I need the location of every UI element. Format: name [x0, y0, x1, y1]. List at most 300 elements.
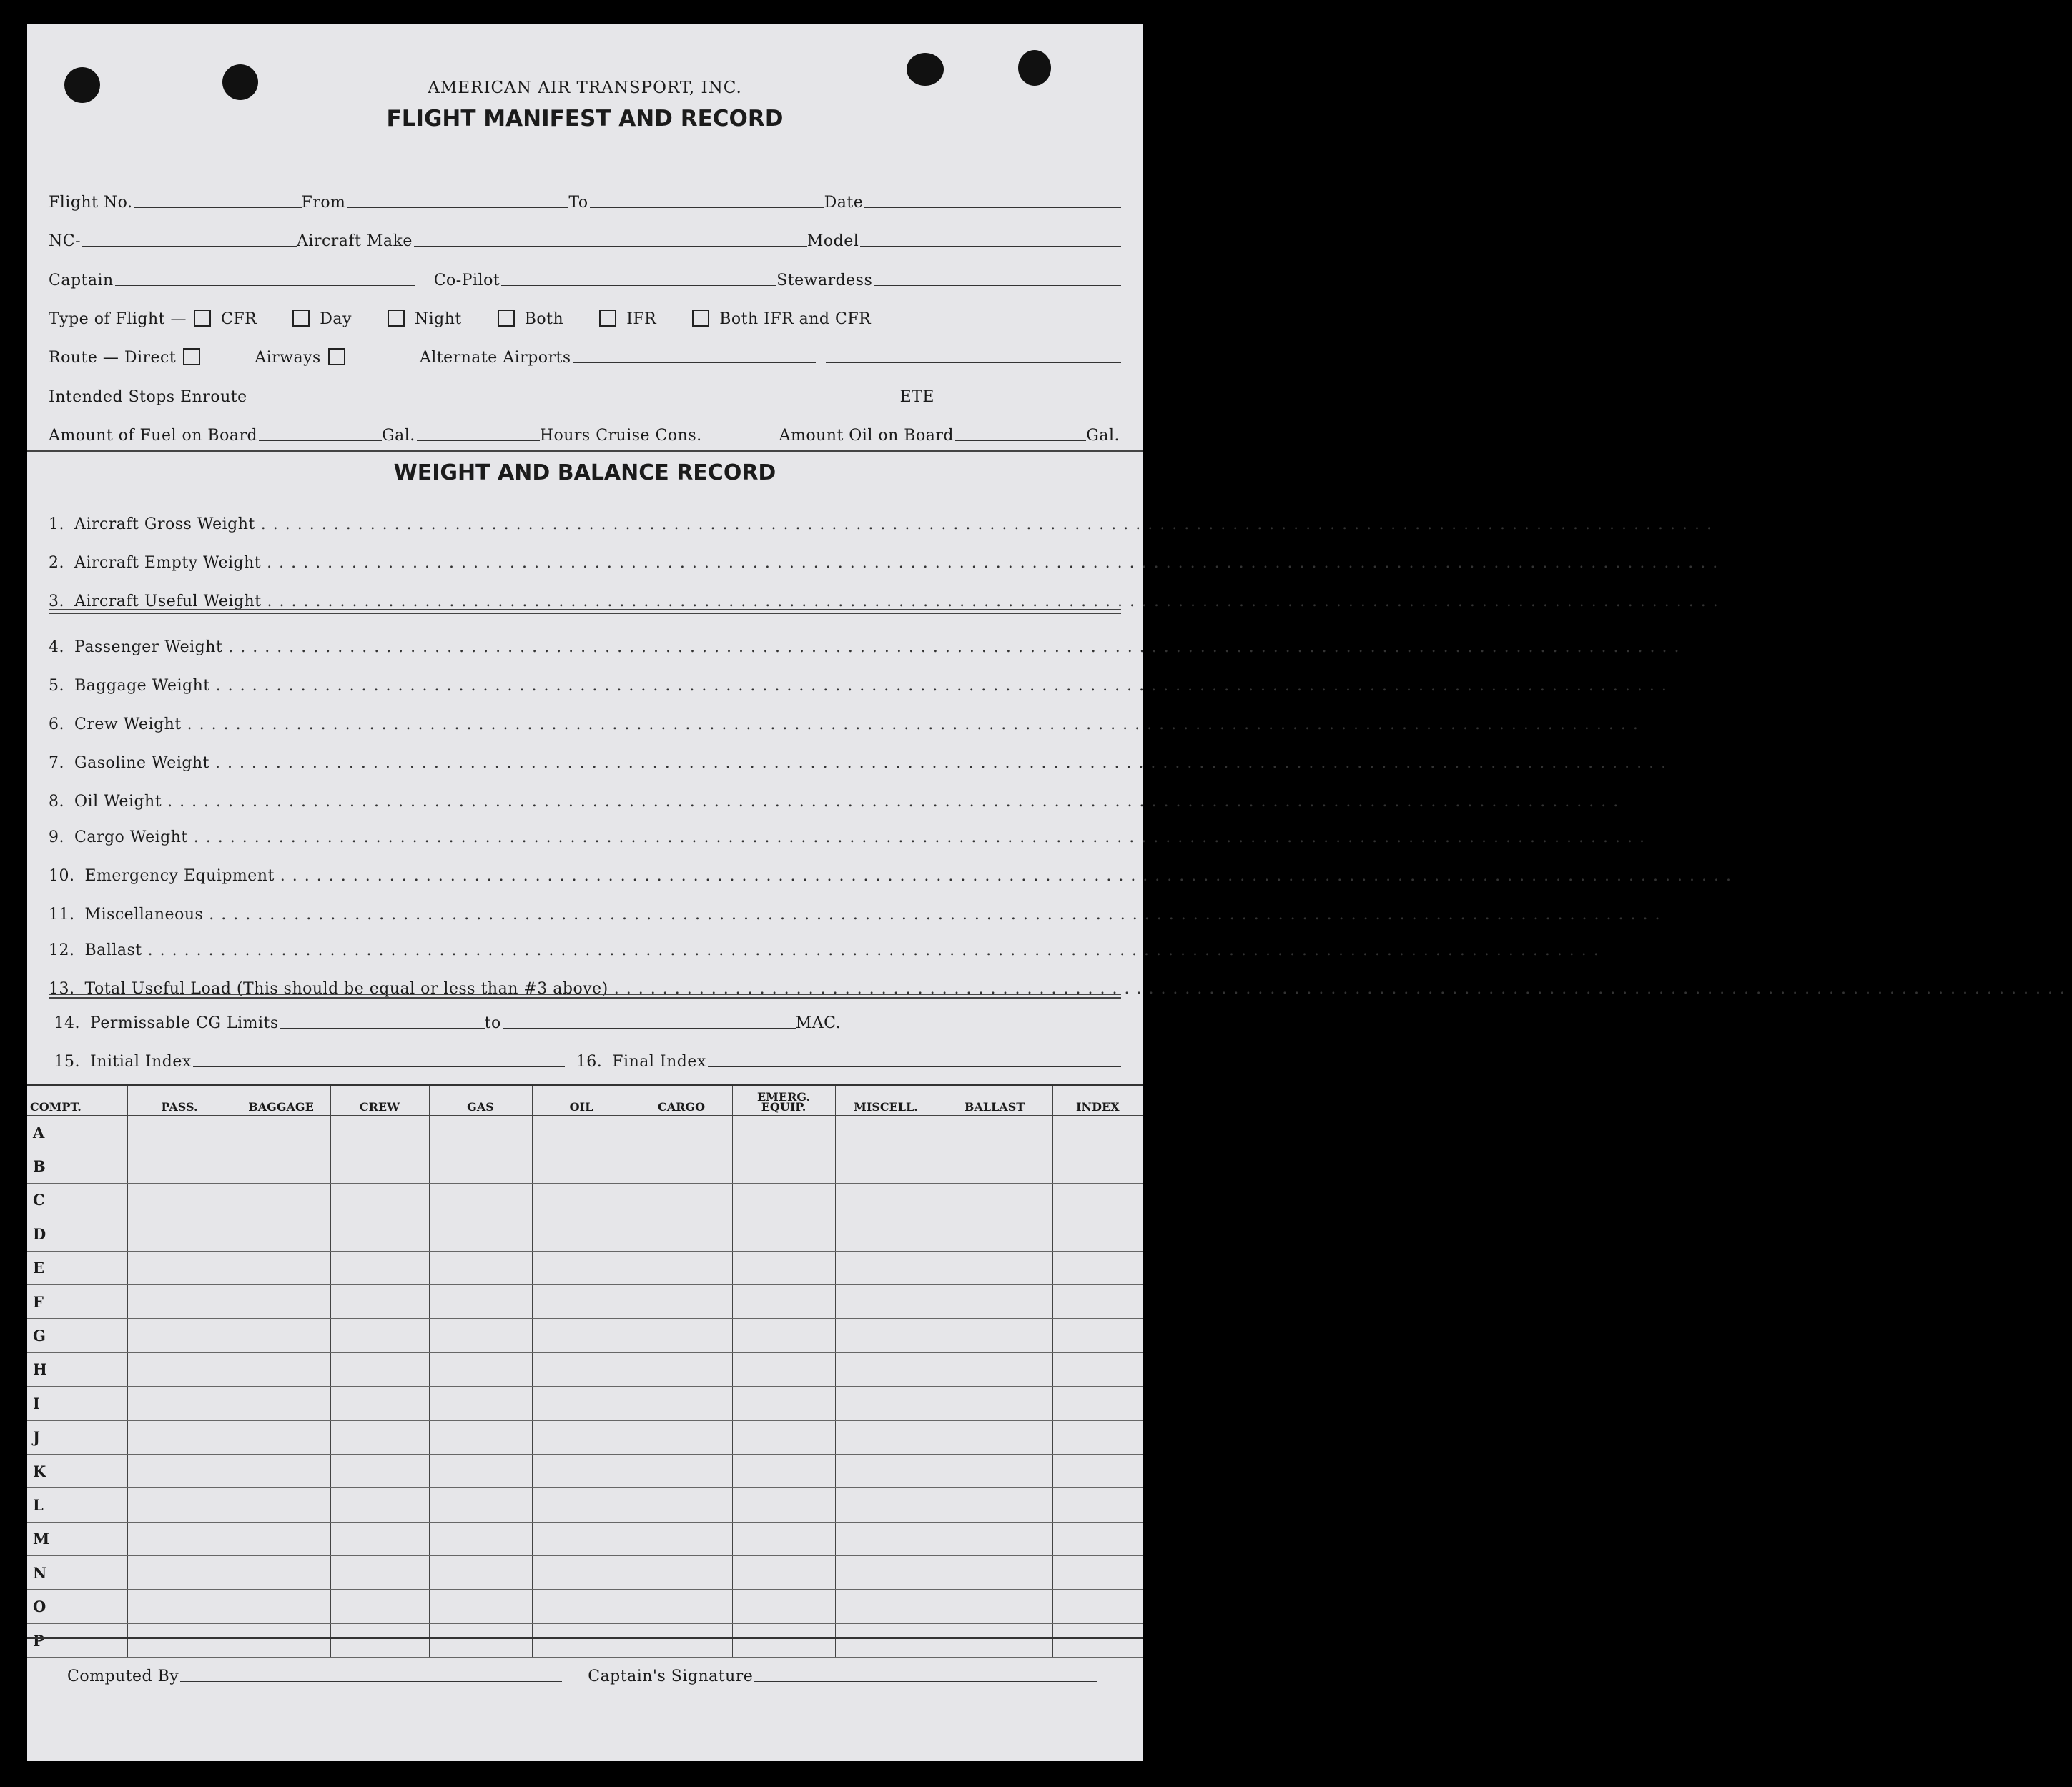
table-cell[interactable] [232, 1522, 330, 1555]
mac-label: MAC. [795, 1014, 842, 1032]
cg-max-field[interactable] [503, 1028, 796, 1029]
form-title: FLIGHT MANIFEST AND RECORD [386, 106, 784, 132]
table-cell[interactable] [532, 1623, 631, 1657]
table-cell[interactable] [835, 1454, 937, 1487]
table-cell[interactable] [937, 1623, 1052, 1657]
wb-leader-dots: ........................................................................................................................ [147, 941, 1606, 959]
table-cell[interactable] [127, 1387, 232, 1420]
table-cell[interactable] [732, 1352, 835, 1386]
table-cell[interactable] [732, 1556, 835, 1590]
table-cell[interactable] [330, 1284, 429, 1318]
wb-item-number: 4. [49, 638, 64, 656]
section-divider [27, 450, 1143, 452]
date-field[interactable] [864, 207, 1121, 208]
table-cell[interactable] [1052, 1251, 1143, 1284]
intended-stops-row [49, 383, 1121, 406]
gross-divider-1 [49, 609, 1121, 610]
table-cell[interactable] [631, 1454, 732, 1487]
table-cell[interactable] [631, 1217, 732, 1251]
aircraft-make-field[interactable] [414, 246, 807, 247]
table-row [27, 1590, 1143, 1623]
compartment-label: N [27, 1556, 127, 1590]
table-cell[interactable] [127, 1149, 232, 1183]
table-row [27, 1488, 1143, 1522]
table-cell[interactable] [835, 1387, 937, 1420]
oil-field[interactable] [955, 440, 1086, 441]
table-cell[interactable] [127, 1217, 232, 1251]
route-direct-label: Route — Direct [49, 349, 177, 367]
table-cell[interactable] [835, 1116, 937, 1149]
wb-item-number: 9. [49, 828, 64, 846]
to-label: To [568, 194, 588, 212]
initial-index-field[interactable] [193, 1066, 565, 1067]
table-cell[interactable] [429, 1116, 532, 1149]
wb-item-row [49, 823, 1652, 846]
table-cell[interactable] [835, 1319, 937, 1352]
aircraft-row [49, 227, 1121, 250]
wb-item-label: Gasoline Weight [74, 754, 209, 772]
table-cell[interactable] [232, 1488, 330, 1522]
table-cell[interactable] [732, 1387, 835, 1420]
wb-item-number: 11. [49, 906, 75, 924]
table-cell[interactable] [1052, 1352, 1143, 1386]
table-cell[interactable] [631, 1623, 732, 1657]
table-row [27, 1352, 1143, 1386]
table-cell[interactable] [937, 1183, 1052, 1217]
table-cell[interactable] [732, 1251, 835, 1284]
table-cell[interactable] [429, 1352, 532, 1386]
table-cell[interactable] [232, 1319, 330, 1352]
table-cell[interactable] [532, 1183, 631, 1217]
table-cell[interactable] [429, 1522, 532, 1555]
wb-item-label: Aircraft Useful Weight [74, 593, 262, 610]
table-cell[interactable] [937, 1116, 1052, 1149]
compartment-label: F [27, 1284, 127, 1318]
table-cell[interactable] [232, 1116, 330, 1149]
wb-item-row [49, 510, 1719, 533]
table-cell[interactable] [937, 1217, 1052, 1251]
table-cell[interactable] [429, 1556, 532, 1590]
compartment-label: B [27, 1149, 127, 1183]
wb-item-label: Emergency Equipment [84, 867, 275, 885]
table-cell[interactable] [330, 1116, 429, 1149]
table-row [27, 1387, 1143, 1420]
table-cell[interactable] [937, 1488, 1052, 1522]
column-header: MISCELL. [835, 1085, 937, 1116]
table-cell[interactable] [127, 1623, 232, 1657]
table-cell[interactable] [127, 1251, 232, 1284]
table-row [27, 1319, 1143, 1352]
wb-item-row [49, 711, 1645, 733]
table-cell[interactable] [429, 1623, 532, 1657]
ifr-label: IFR [626, 310, 657, 328]
table-cell[interactable] [330, 1556, 429, 1590]
table-cell[interactable] [937, 1590, 1052, 1623]
table-cell[interactable] [429, 1319, 532, 1352]
nc-label: NC- [49, 232, 82, 250]
co-pilot-field[interactable] [501, 285, 776, 286]
table-cell[interactable] [429, 1251, 532, 1284]
compartment-label: G [27, 1319, 127, 1352]
table-cell[interactable] [631, 1319, 732, 1352]
table-cell[interactable] [429, 1284, 532, 1318]
wb-item-row [49, 901, 1667, 924]
table-cell[interactable] [1052, 1149, 1143, 1183]
flight-no-label: Flight No. [49, 194, 133, 212]
flight-row [49, 189, 1121, 212]
table-cell[interactable] [732, 1454, 835, 1487]
table-cell[interactable] [532, 1590, 631, 1623]
table-cell[interactable] [532, 1149, 631, 1183]
compartment-label: A [27, 1116, 127, 1149]
from-label: From [301, 194, 346, 212]
alternate-airport-field-1[interactable] [573, 362, 816, 363]
table-cell[interactable] [937, 1454, 1052, 1487]
wb-item-row [49, 936, 1606, 959]
table-cell[interactable] [429, 1149, 532, 1183]
both-checkbox[interactable] [498, 310, 515, 327]
table-cell[interactable] [330, 1454, 429, 1487]
wb-item-number: 3. [49, 593, 64, 610]
day-label: Day [320, 310, 352, 328]
table-row [27, 1149, 1143, 1183]
cfr-label: CFR [221, 310, 257, 328]
company-name: AMERICAN AIR TRANSPORT, INC. [428, 79, 742, 97]
wb-leader-dots: ........................................................................................................................ [260, 515, 1719, 533]
table-cell[interactable] [532, 1284, 631, 1318]
table-cell[interactable] [732, 1319, 835, 1352]
table-cell[interactable] [631, 1488, 732, 1522]
table-cell[interactable] [631, 1183, 732, 1217]
route-row [49, 344, 1121, 367]
table-cell[interactable] [532, 1556, 631, 1590]
table-cell[interactable] [532, 1116, 631, 1149]
table-cell[interactable] [232, 1352, 330, 1386]
wb-leader-dots: ........................................................................................................................ [167, 793, 1626, 811]
wb-item-number: 10. [49, 867, 75, 885]
table-cell[interactable] [127, 1352, 232, 1386]
wb-item-label: Baggage Weight [74, 677, 210, 695]
final-num: 16. [576, 1053, 603, 1071]
wb-item-label: Aircraft Gross Weight [74, 515, 255, 533]
day-checkbox[interactable] [292, 310, 310, 327]
wb-item-number: 8. [49, 793, 64, 811]
table-cell[interactable] [631, 1352, 732, 1386]
from-field[interactable] [347, 207, 568, 208]
wb-item-number: 7. [49, 754, 64, 772]
table-cell[interactable] [429, 1488, 532, 1522]
table-cell[interactable] [631, 1149, 732, 1183]
captain-field[interactable] [115, 285, 415, 286]
computed-by-field[interactable] [180, 1681, 562, 1682]
table-cell[interactable] [532, 1488, 631, 1522]
wb-item-row [49, 588, 1725, 610]
table-cell[interactable] [937, 1284, 1052, 1318]
table-cell[interactable] [532, 1217, 631, 1251]
compartment-label: E [27, 1251, 127, 1284]
table-cell[interactable] [330, 1623, 429, 1657]
table-cell[interactable] [232, 1217, 330, 1251]
table-header-row [27, 1085, 1143, 1116]
both-ifr-cfr-checkbox[interactable] [692, 310, 709, 327]
cg-to-label: to [484, 1014, 501, 1032]
table-cell[interactable] [937, 1556, 1052, 1590]
table-cell[interactable] [1052, 1217, 1143, 1251]
table-cell[interactable] [330, 1319, 429, 1352]
table-cell[interactable] [937, 1522, 1052, 1555]
table-cell[interactable] [330, 1387, 429, 1420]
crew-row [49, 267, 1121, 289]
type-of-flight-row [49, 305, 1121, 328]
table-cell[interactable] [1052, 1556, 1143, 1590]
cfr-checkbox[interactable] [194, 310, 211, 327]
table-cell[interactable] [232, 1251, 330, 1284]
table-row [27, 1116, 1143, 1149]
table-cell[interactable] [631, 1420, 732, 1454]
table-cell[interactable] [532, 1387, 631, 1420]
wb-item-row [49, 862, 1738, 885]
table-cell[interactable] [835, 1420, 937, 1454]
table-cell[interactable] [532, 1420, 631, 1454]
table-cell[interactable] [732, 1217, 835, 1251]
table-cell[interactable] [330, 1149, 429, 1183]
wb-item-label: Passenger Weight [74, 638, 223, 656]
table-cell[interactable] [330, 1217, 429, 1251]
table-cell[interactable] [429, 1387, 532, 1420]
table-cell[interactable] [732, 1590, 835, 1623]
table-cell[interactable] [330, 1251, 429, 1284]
table-cell[interactable] [732, 1284, 835, 1318]
airways-checkbox[interactable] [328, 348, 345, 365]
wb-leader-dots: ........................................................................................................................ [267, 593, 1725, 610]
table-cell[interactable] [732, 1522, 835, 1555]
table-cell[interactable] [429, 1590, 532, 1623]
table-cell[interactable] [330, 1522, 429, 1555]
table-cell[interactable] [429, 1420, 532, 1454]
table-cell[interactable] [631, 1284, 732, 1318]
compartment-label: I [27, 1387, 127, 1420]
table-cell[interactable] [631, 1387, 732, 1420]
table-cell[interactable] [127, 1488, 232, 1522]
table-cell[interactable] [127, 1183, 232, 1217]
table-cell[interactable] [1052, 1488, 1143, 1522]
table-cell[interactable] [1052, 1522, 1143, 1555]
oil-on-board-label: Amount Oil on Board [779, 427, 954, 445]
table-cell[interactable] [732, 1488, 835, 1522]
table-cell[interactable] [1052, 1183, 1143, 1217]
table-cell[interactable] [330, 1590, 429, 1623]
table-cell[interactable] [232, 1623, 330, 1657]
wb-item-label: Ballast [84, 941, 142, 959]
table-cell[interactable] [1052, 1454, 1143, 1487]
table-cell[interactable] [232, 1590, 330, 1623]
column-header: BALLAST [937, 1085, 1052, 1116]
total-divider-2 [49, 997, 1121, 999]
wb-item-label: Miscellaneous [84, 906, 204, 924]
compartment-label: J [27, 1420, 127, 1454]
table-cell[interactable] [937, 1149, 1052, 1183]
table-row [27, 1623, 1143, 1657]
table-cell[interactable] [532, 1251, 631, 1284]
cg-limits-row [49, 1009, 1121, 1032]
direct-checkbox[interactable] [183, 348, 200, 365]
gal-field[interactable] [417, 440, 540, 441]
wb-item-label: Cargo Weight [74, 828, 188, 846]
table-cell[interactable] [835, 1251, 937, 1284]
table-cell[interactable] [835, 1284, 937, 1318]
table-cell[interactable] [937, 1251, 1052, 1284]
table-cell[interactable] [732, 1420, 835, 1454]
table-cell[interactable] [232, 1284, 330, 1318]
table-cell[interactable] [330, 1488, 429, 1522]
table-cell[interactable] [532, 1522, 631, 1555]
table-row [27, 1420, 1143, 1454]
compartment-label: P [27, 1623, 127, 1657]
wb-item-row [49, 633, 1687, 656]
stewardess-field[interactable] [874, 285, 1121, 286]
table-cell[interactable] [1052, 1387, 1143, 1420]
alternate-airport-field-2[interactable] [826, 362, 1121, 363]
table-cell[interactable] [732, 1183, 835, 1217]
table-cell[interactable] [631, 1556, 732, 1590]
table-cell[interactable] [1052, 1284, 1143, 1318]
wb-item-label: Aircraft Empty Weight [74, 554, 262, 572]
table-cell[interactable] [835, 1352, 937, 1386]
fuel-field[interactable] [259, 440, 382, 441]
wb-leader-dots: ........................................................................................................................ [187, 716, 1645, 733]
table-cell[interactable] [1052, 1319, 1143, 1352]
table-cell[interactable] [127, 1556, 232, 1590]
both-label: Both [524, 310, 564, 328]
column-header: CREW [330, 1085, 429, 1116]
total-divider-1 [49, 994, 1121, 995]
compartment-label: M [27, 1522, 127, 1555]
table-cell[interactable] [330, 1352, 429, 1386]
table-cell[interactable] [835, 1488, 937, 1522]
ete-label: ETE [899, 388, 934, 406]
table-cell[interactable] [1052, 1590, 1143, 1623]
table-cell[interactable] [937, 1387, 1052, 1420]
compartment-label: K [27, 1454, 127, 1487]
table-cell[interactable] [127, 1319, 232, 1352]
table-cell[interactable] [232, 1183, 330, 1217]
table-cell[interactable] [532, 1319, 631, 1352]
table-cell[interactable] [532, 1352, 631, 1386]
table-cell[interactable] [1052, 1623, 1143, 1657]
table-cell[interactable] [835, 1149, 937, 1183]
nc-field[interactable] [82, 246, 297, 247]
table-cell[interactable] [835, 1590, 937, 1623]
table-cell[interactable] [232, 1454, 330, 1487]
cg-min-field[interactable] [280, 1028, 485, 1029]
final-index-field[interactable] [708, 1066, 1121, 1067]
co-pilot-label: Co-Pilot [433, 272, 500, 289]
hours-cruise-label: Hours Cruise Cons. [539, 427, 702, 445]
table-cell[interactable] [1052, 1420, 1143, 1454]
column-header: EMERG. EQUIP. [732, 1085, 835, 1116]
table-cell[interactable] [732, 1149, 835, 1183]
model-label: Model [806, 232, 859, 250]
model-field[interactable] [860, 246, 1121, 247]
table-cell[interactable] [429, 1454, 532, 1487]
wb-item-row [49, 549, 1725, 572]
computed-by-label: Computed By [67, 1668, 179, 1685]
wb-item-row [49, 672, 1674, 695]
wb-leader-dots: ........................................................................................................................ [214, 754, 1674, 772]
fuel-on-board-label: Amount of Fuel on Board [49, 427, 258, 445]
column-header: BAGGAGE [232, 1085, 330, 1116]
table-cell[interactable] [835, 1522, 937, 1555]
night-checkbox[interactable] [388, 310, 405, 327]
table-row [27, 1556, 1143, 1590]
flight-no-field[interactable] [134, 207, 302, 208]
table-cell[interactable] [330, 1183, 429, 1217]
weight-balance-title: WEIGHT AND BALANCE RECORD [393, 460, 776, 485]
table-cell[interactable] [232, 1387, 330, 1420]
ifr-checkbox[interactable] [599, 310, 616, 327]
table-cell[interactable] [835, 1183, 937, 1217]
table-cell[interactable] [330, 1420, 429, 1454]
wb-item-label: Crew Weight [74, 716, 182, 733]
wb-leader-dots: ........................................................................................................................ [215, 677, 1674, 695]
signature-row [67, 1663, 1097, 1685]
table-cell[interactable] [232, 1420, 330, 1454]
fuel-row [49, 422, 1121, 445]
wb-item-number: 13. [49, 980, 75, 998]
wb-item-number: 6. [49, 716, 64, 733]
intended-stops-label: Intended Stops Enroute [49, 388, 247, 406]
table-cell[interactable] [937, 1420, 1052, 1454]
table-cell[interactable] [937, 1352, 1052, 1386]
table-cell[interactable] [127, 1284, 232, 1318]
table-cell[interactable] [937, 1319, 1052, 1352]
table-cell[interactable] [1052, 1116, 1143, 1149]
table-cell[interactable] [532, 1454, 631, 1487]
final-index-label: Final Index [612, 1053, 706, 1071]
to-field[interactable] [590, 207, 824, 208]
table-cell[interactable] [835, 1623, 937, 1657]
table-cell[interactable] [127, 1420, 232, 1454]
table-cell[interactable] [127, 1454, 232, 1487]
wb-leader-dots: ........................................................................................................................ [613, 980, 2072, 998]
table-cell[interactable] [127, 1522, 232, 1555]
compartment-label: L [27, 1488, 127, 1522]
wb-leader-dots: ........................................................................................................................ [209, 906, 1667, 924]
table-cell[interactable] [631, 1251, 732, 1284]
table-cell[interactable] [631, 1590, 732, 1623]
wb-item-number: 5. [49, 677, 64, 695]
table-cell[interactable] [429, 1217, 532, 1251]
table-cell[interactable] [127, 1590, 232, 1623]
captains-signature-field[interactable] [754, 1681, 1097, 1682]
table-cell[interactable] [732, 1116, 835, 1149]
table-cell[interactable] [429, 1183, 532, 1217]
gross-divider-2 [49, 613, 1121, 614]
table-cell[interactable] [232, 1556, 330, 1590]
table-cell[interactable] [232, 1149, 330, 1183]
table-cell[interactable] [631, 1522, 732, 1555]
table-cell[interactable] [732, 1623, 835, 1657]
column-header: CARGO [631, 1085, 732, 1116]
initial-num: 15. [54, 1053, 80, 1071]
table-cell[interactable] [631, 1116, 732, 1149]
table-cell[interactable] [835, 1217, 937, 1251]
column-header: GAS [429, 1085, 532, 1116]
table-cell[interactable] [835, 1556, 937, 1590]
table-row [27, 1454, 1143, 1487]
table-cell[interactable] [127, 1116, 232, 1149]
table-row [27, 1217, 1143, 1251]
